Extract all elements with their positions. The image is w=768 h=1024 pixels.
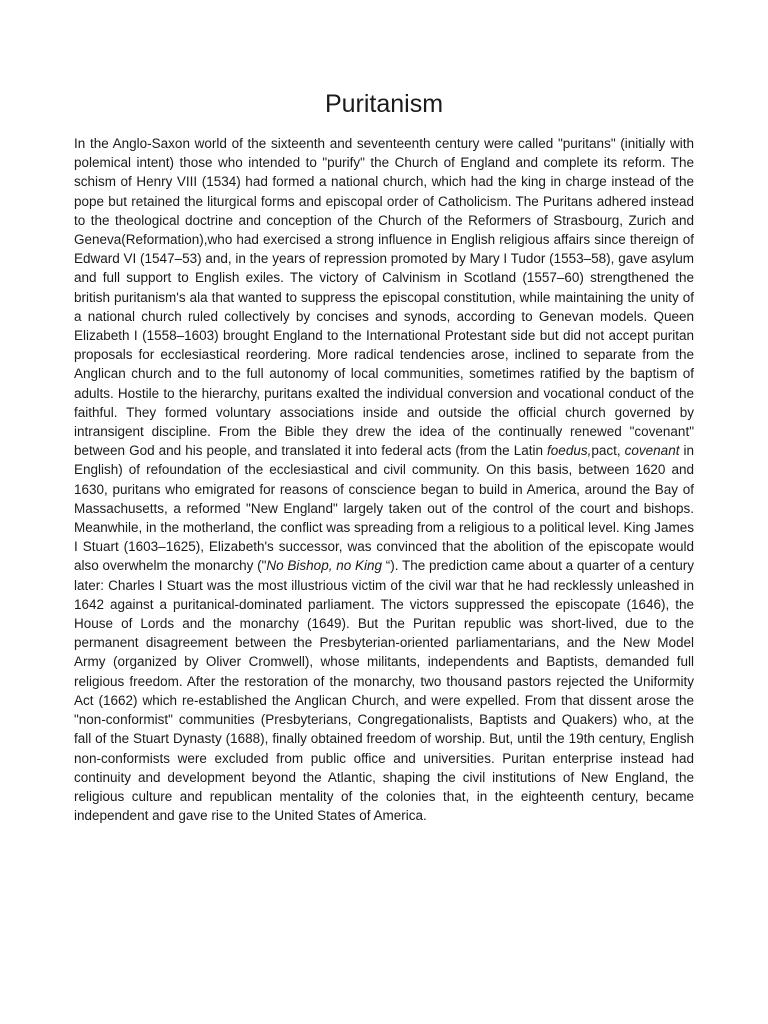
latin-term-foedus: foedus, <box>547 443 592 459</box>
page-title: Puritanism <box>324 90 444 118</box>
body-text-part-4: “). The prediction came about a quarter of a century later: Charles I Stuart was the most illustrious victim of the civil war that he had recklessly unleashed in 1642 against a puritanical-dominated parliament. The victors suppressed the episcopate (1646), the House of Lords and the monarchy (1649). But the Puritan republic was short-lived, due to the permanent disagreement between the Presbyterian-oriented parliamentarians, and the New Model Army (organized by Oliver Cromwell), whose militants, independents and Baptists, demanded full religious freedom. After the restoration of the monarchy, two thousand pastors rejected the Uniformity Act (1662) which re-established the Anglican Church, and were expelled. From that dissent arose the "non-conformist" communities (Presbyterians, Congregationalists, Baptists and Quakers) who, at the fall of the Stuart Dynasty (1688), finally obtained freedom of worship. But, until the 19th century, English non-conformists were excluded from public office and universities. Puritan enterprise instead had continuity and development beyond the Atlantic, shaping the civil institutions of New England, the religious culture and republican mentality of the colonies that, in the eighteenth century, became independent and gave rise to the United States of America. <box>74 558 695 824</box>
body-text-part-2: pact, <box>591 443 625 459</box>
term-covenant: covenant <box>624 443 680 459</box>
quote-no-bishop: No Bishop, no King <box>266 558 383 574</box>
body-paragraph <box>74 134 694 825</box>
body-text-part-1: In the Anglo-Saxon world of the sixteenth and seventeenth century were called "puritans" (initially with polemical intent) those who intended to "purify" the Church of England and complete its reform. The schism of Henry VIII (1534) had formed a national church, which had the king in charge instead of the pope but retained the liturgical forms and episcopal order of Catholicism. The Puritans adhered instead to the theological doctrine and conception of the Church of the Reformers of Strasbourg, Zurich and Geneva(Reformation),who had exercised a strong influence in English religious affairs since thereign of Edward VI (1547–53) and, in the years of repression promoted by Mary I Tudor (1553–58), gave asylum and full support to English exiles. The victory of Calvinism in Scotland (1557–60) strengthened the british puritanism's ala that wanted to suppress the episcopal constitution, while maintaining the unity of a national church ruled collectively by concises and synods, according to Genevan models. Queen Elizabeth I (1558–1603) brought England to the International Protestant side but did not accept puritan proposals for ecclesiastical reordering. More radical tendencies arose, inclined to separate from the Anglican church and to the full autonomy of local communities, sometimes ratified by the baptism of adults. Hostile to the hierarchy, puritans exalted the individual conversion and vocational conduct of the faithful. They formed voluntary associations inside and outside the official church governed by intransigent discipline. From the Bible they drew the idea of the continually renewed "covenant" between God and his people, and translated it into federal acts (from the Latin <box>74 136 694 459</box>
body-text-part-3: in English) of refoundation of the ecclesiastical and civil community. On this basis, between 1620 and 1630, puritans who emigrated for reasons of conscience began to build in America, around the Bay of Massachusetts, a reformed "New England" largely taken out of the control of the court and bishops. Meanwhile, in the motherland, the conflict was spreading from a religious to a political level. King James I Stuart (1603–1625), Elizabeth's successor, was convinced that the abolition of the episcopate would also overwhelm the monarchy (" <box>74 443 694 574</box>
